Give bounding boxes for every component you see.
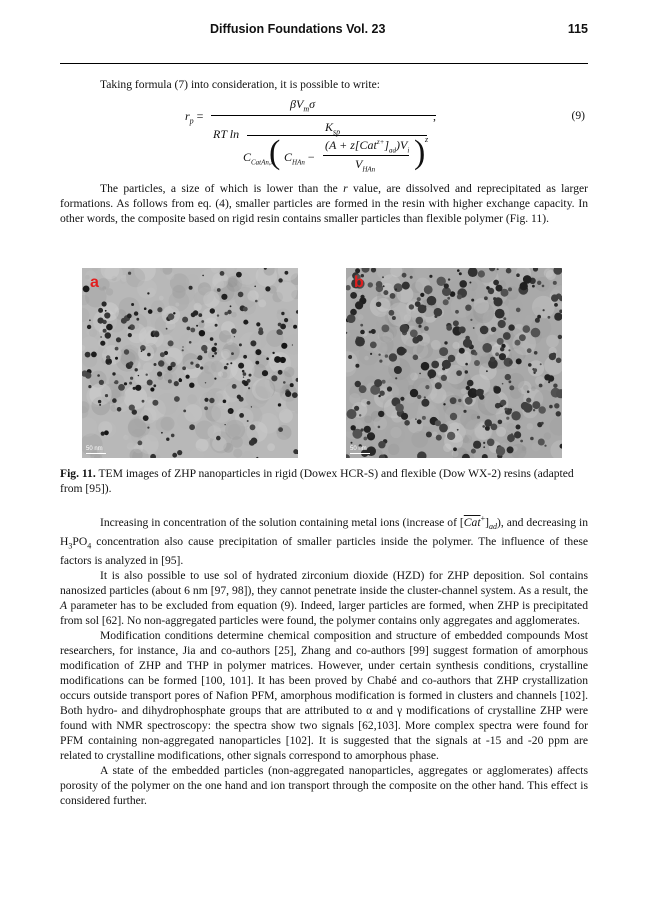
ksp: $K_{sp}$ (325, 120, 341, 137)
inner-den: $V_{HAn}$ (355, 157, 376, 174)
running-header (60, 22, 588, 42)
c-catan: $C_{CatAn,x}$ (243, 150, 274, 167)
paragraph-2: Increasing in concentration of the solution containing metal ions (increase of $[\overline{Cat}^+]_{ad}$), and decreasing in $H_3PO_4$ concentration also cause precipitation of smaller particles inside the polymer. The influence of these factors is analyzed in [95]. (60, 514, 589, 568)
paragraph-3: It is also possible to use sol of hydrated zirconium dioxide (HZD) for ZHP deposition. Sol contains nanosized particles (about 6 nm [97, 98]), they cannot penetrate inside the cluster-channel system. As a result, the A parameter has to be excluded from equation (9). Indeed, larger particles are formed, when ZHP is precipitated from sol [62]. No non-aggregated particles were found, the polymer contains only aggregates and agglomerates. (60, 569, 588, 628)
equation-numerator: $\beta V_m\sigma$ (290, 97, 316, 114)
paragraph-4: Modification conditions determine chemical composition and structure of embedded compounds Most researchers, for instance, Jia and co-authors [25], Zhang and co-authors [99] suggest formation of amorphous modification of ZHP and THP in polymer matrices. However, under certain synthesis conditions, crystalline modifications can be formed [100, 101]. It has been proved by Chabé and co-authors that ZHP crystallization occurs outside transport pores of Nafion PFM, amorphous modification is formed in clusters and channels [102]. Both hydro- and dihydrophosphate groups that are attributed to α and γ modifications of crystalline ZHP were found with NMR spectroscopy: the spectra show two signals [62,103]. More complex spectra were found for PFM containing non-aggregated nanoparticles [102]. It is suggested that the signals at -15 and -20 ppm are related to crystalline modifications, other signals correspond to amorphous phase. (60, 629, 588, 763)
equation-lhs: $r_p$ = (185, 109, 204, 126)
paragraph-5: A state of the embedded particles (non-aggregated nanoparticles, aggregates or agglomerates) affects porosity of the polymer on the one hand and ion transport through the composite on the other hand. This effect is considered further. (60, 764, 588, 808)
figure-caption: Fig. 11. TEM images of ZHP nanoparticles in rigid (Dowex HCR-S) and flexible (Dow WX-2) resins (adapted from [95]). (60, 467, 574, 495)
tem-image-a (82, 268, 298, 458)
body-text (60, 511, 588, 808)
journal-title: Diffusion Foundations Vol. 23 (210, 22, 386, 36)
main-fraction-bar (211, 115, 436, 116)
panel-label-a: a (90, 274, 99, 291)
equation-number: (9) (571, 109, 585, 122)
page-number: 115 (567, 22, 588, 36)
ln-term: RT ln (213, 127, 240, 141)
equation-9: $r_p$ = $\beta V_m\sigma$ , RT ln $K_{sp}$ ( ) z $C_{CatAn,x}$ $C_{HAn}$ − $(A + z[Cat^{z+}]_{ad})V_i$ $V_{HAn}$ (9) (185, 97, 585, 174)
header-rule (60, 63, 588, 64)
scale-bar-b: 50 nm (350, 446, 370, 454)
c-han: $C_{HAn}$ − (284, 150, 315, 167)
intro-line: Taking formula (7) into consideration, it is possible to write: (100, 78, 380, 91)
paragraph-1: The particles, a size of which is lower than the r value, are dissolved and reprecipitated as larger formations. As follows from eq. (4), smaller particles are formed in the resin with higher exchange capacity. In other words, the composite based on rigid resin contains smaller particles than flexible polymer (Fig. 11). (60, 182, 589, 225)
tem-image-b (346, 268, 562, 458)
panel-label-b: b (354, 274, 364, 291)
scale-bar-a: 50 nm (86, 446, 106, 454)
inner-num: $(A + z[Cat^{z+}]_{ad})V_i$ (325, 138, 410, 155)
